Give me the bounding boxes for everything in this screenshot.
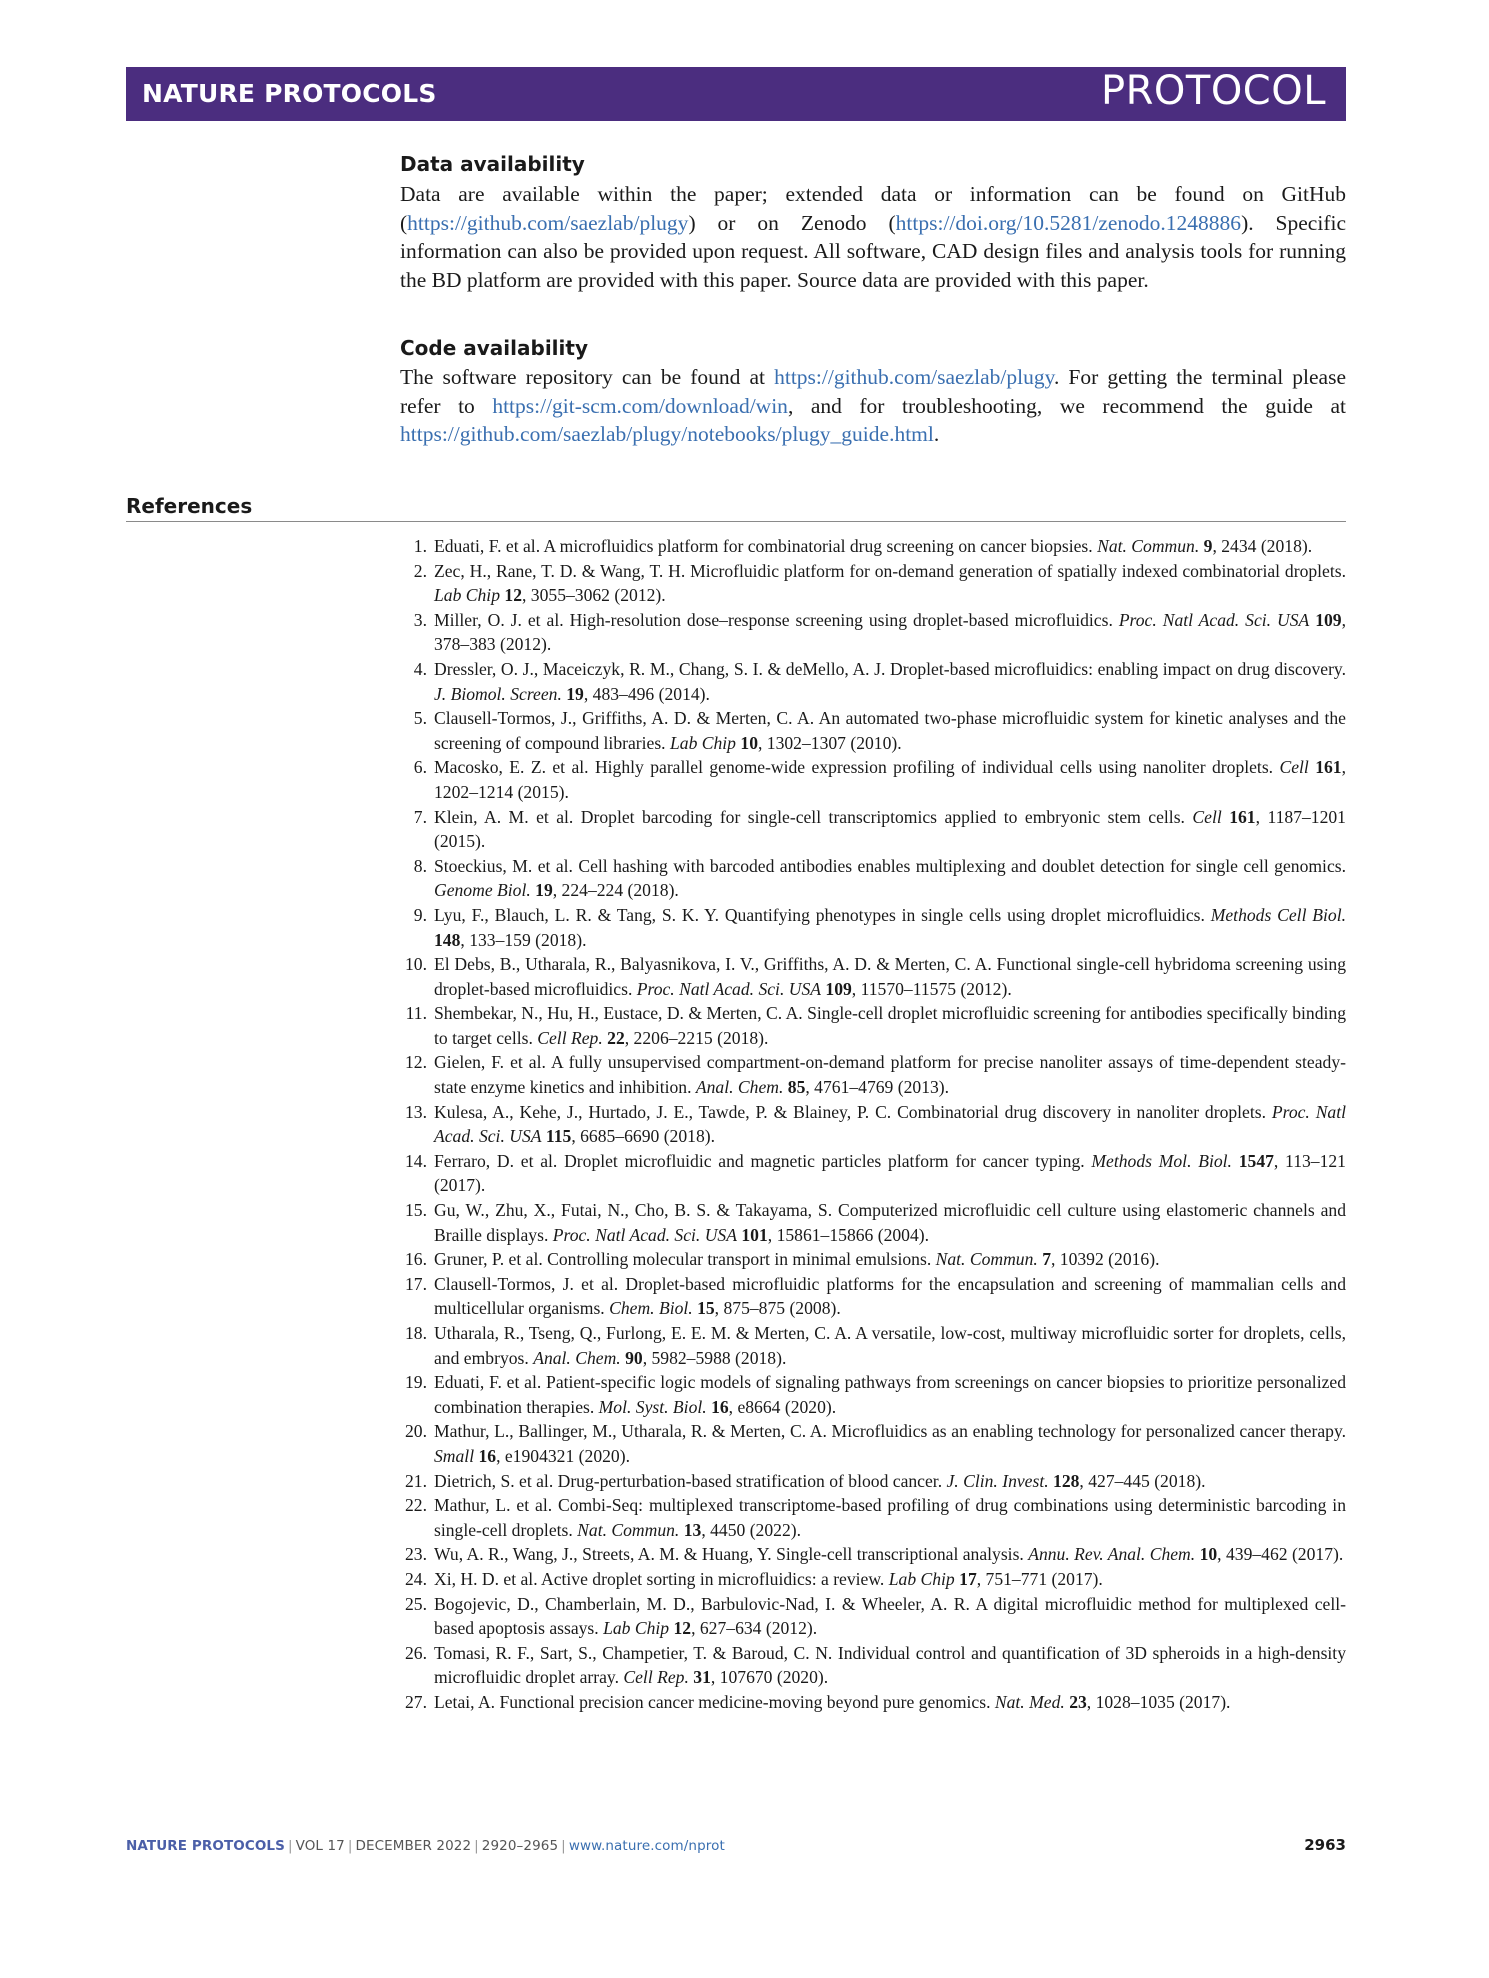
reference-pages: , 427–445 (2018). — [1079, 1470, 1206, 1491]
footer-date: DECEMBER 2022 — [355, 1838, 472, 1854]
reference-pages: , 3055–3062 (2012). — [522, 585, 666, 606]
reference-pages: , 1302–1307 (2010). — [757, 732, 902, 753]
reference-volume: 7 — [1042, 1249, 1051, 1270]
reference-text: Eduati, F. et al. A microfluidics platform for combinatorial drug screening on cancer biopsies. — [434, 536, 1098, 556]
reference-volume: 16 — [478, 1445, 497, 1466]
plugy-guide-link[interactable]: https://github.com/saezlab/plugy/notebooks/plugy_guide.html — [400, 422, 934, 447]
reference-pages: , 751–771 (2017). — [976, 1568, 1103, 1589]
reference-volume: 23 — [1069, 1691, 1087, 1712]
reference-number: 20. — [405, 1421, 427, 1442]
reference-pages: , 107670 (2020). — [710, 1667, 829, 1688]
reference-pages: , 10392 (2016). — [1050, 1249, 1160, 1270]
code-availability-heading: Code availability — [400, 336, 588, 360]
reference-volume: 19 — [535, 880, 553, 901]
reference-number: 27. — [405, 1691, 427, 1712]
reference-text: Gruner, P. et al. Controlling molecular transport in minimal emulsions. — [434, 1249, 936, 1270]
reference-text: Bogojevic, D., Chamberlain, M. D., Barbulovic-Nad, I. & Wheeler, A. R. A digital microfluidic method for multiplexed cell-based apoptosis assays. — [434, 1593, 1346, 1639]
reference-text: Clausell-Tormos, J., Griffiths, A. D. & Merten, C. A. An automated two-phase microfluidic system for kinetic analyses and the screening of compound libraries. — [434, 708, 1346, 753]
reference-pages: , e1904321 (2020). — [496, 1445, 630, 1466]
zenodo-link[interactable]: https://doi.org/10.5281/zenodo.1248886 — [895, 210, 1242, 235]
reference-pages: , 4450 (2022). — [701, 1519, 801, 1540]
reference-item — [400, 755, 1346, 804]
reference-pages: , 2434 (2018). — [1212, 536, 1313, 556]
reference-item — [400, 1198, 1346, 1247]
reference-number: 5. — [413, 708, 427, 729]
reference-volume: 10 — [740, 732, 758, 753]
reference-text: Macosko, E. Z. et al. Highly parallel genome-wide expression profiling of individual cells using nanoliter droplets. — [434, 757, 1280, 778]
reference-number: 13. — [405, 1101, 427, 1122]
reference-item — [400, 1001, 1346, 1050]
reference-journal: Nat. Med. — [994, 1691, 1065, 1712]
reference-number: 6. — [413, 757, 427, 778]
reference-journal: Lab Chip — [669, 732, 736, 753]
git-download-link[interactable]: https://git-scm.com/download/win — [492, 393, 788, 418]
reference-pages: , 6685–6690 (2018). — [571, 1126, 715, 1147]
footer-citation: NATURE PROTOCOLS | VOL 17 | DECEMBER 2022 | 2920–2965 | www.nature.com/nprot — [126, 1838, 725, 1854]
reference-journal: Annu. Rev. Anal. Chem. — [1028, 1544, 1196, 1565]
reference-text: Dressler, O. J., Maceiczyk, R. M., Chang, S. I. & deMello, A. J. Droplet-based microfluidics: enabling impact on drug discovery. — [434, 658, 1346, 679]
reference-text: Stoeckius, M. et al. Cell hashing with barcoded antibodies enables multiplexing and doublet detection for single cell genomics. — [434, 855, 1346, 876]
page-number: 2963 — [1304, 1836, 1346, 1854]
reference-text: Clausell-Tormos, J. et al. Droplet-based microfluidic platforms for the encapsulation and screening of mammalian cells and multicellular organisms. — [434, 1273, 1346, 1319]
footer-journal: NATURE PROTOCOLS — [126, 1838, 285, 1854]
reference-volume: 109 — [825, 978, 852, 999]
reference-text: Tomasi, R. F., Sart, S., Champetier, T. & Baroud, C. N. Individual control and quantification of 3D spheroids in a high-density microfluidic droplet array. — [434, 1642, 1346, 1688]
reference-volume: 31 — [693, 1667, 711, 1688]
reference-volume: 148 — [434, 929, 461, 950]
reference-number: 22. — [405, 1495, 427, 1516]
article-type: PROTOCOL — [1100, 68, 1326, 114]
reference-number: 26. — [405, 1642, 427, 1663]
reference-volume: 15 — [697, 1298, 715, 1319]
reference-volume: 115 — [545, 1126, 572, 1147]
reference-item — [400, 534, 1346, 559]
reference-space — [1232, 1151, 1239, 1171]
reference-pages: , 1028–1035 (2017). — [1086, 1691, 1231, 1712]
reference-journal: Proc. Natl Acad. Sci. USA — [552, 1224, 737, 1245]
reference-pages: , 2206–2215 (2018). — [624, 1027, 769, 1048]
reference-text: Wu, A. R., Wang, J., Streets, A. M. & Huang, Y. Single-cell transcriptional analysis. — [434, 1544, 1029, 1565]
reference-pages: , 4761–4769 (2013). — [805, 1077, 950, 1098]
reference-item — [400, 1050, 1346, 1099]
footer-volume: VOL 17 — [295, 1838, 345, 1854]
reference-number: 1. — [413, 536, 427, 556]
reference-pages: , 5982–5988 (2018). — [642, 1347, 787, 1368]
reference-number: 25. — [405, 1593, 427, 1614]
reference-item — [400, 1321, 1346, 1370]
reference-journal: Anal. Chem. — [695, 1077, 784, 1098]
reference-number: 7. — [413, 806, 427, 827]
reference-volume: 101 — [741, 1224, 768, 1245]
reference-item — [400, 1100, 1346, 1149]
reference-number: 3. — [413, 609, 427, 630]
reference-volume: 12 — [504, 585, 522, 606]
reference-item — [400, 1247, 1346, 1272]
reference-pages: , 15861–15866 (2004). — [767, 1224, 930, 1245]
reference-volume: 22 — [607, 1027, 625, 1048]
reference-list — [400, 534, 1346, 1715]
reference-text: Klein, A. M. et al. Droplet barcoding for single-cell transcriptomics applied to embryonic stem cells. — [434, 806, 1193, 827]
reference-text: Xi, H. D. et al. Active droplet sorting in microfluidics: a review. — [434, 1568, 889, 1589]
reference-item — [400, 1690, 1346, 1715]
reference-number: 14. — [405, 1150, 427, 1171]
reference-number: 23. — [405, 1544, 427, 1565]
reference-text: Zec, H., Rane, T. D. & Wang, T. H. Microfluidic platform for on-demand generation of spatially indexed combinatorial droplets. — [434, 560, 1346, 581]
reference-text: Gu, W., Zhu, X., Futai, N., Cho, B. S. & Takayama, S. Computerized microfluidic cell culture using elastomeric channels and Braille displays. — [434, 1200, 1346, 1245]
reference-volume: 109 — [1315, 609, 1342, 630]
reference-item — [400, 657, 1346, 706]
reference-volume: 161 — [1315, 757, 1342, 778]
reference-text: Mathur, L., Ballinger, M., Utharala, R. & Merten, C. A. Microfluidics as an enabling technology for personalized cancer therapy. — [434, 1421, 1346, 1442]
reference-pages: , 483–496 (2014). — [583, 683, 710, 704]
reference-item — [400, 608, 1346, 657]
reference-volume: 19 — [566, 683, 584, 704]
reference-text: Shembekar, N., Hu, H., Eustace, D. & Merten, C. A. Single-cell droplet microfluidic screening for antibodies specifically binding to target cells. — [434, 1003, 1346, 1048]
reference-number: 8. — [413, 855, 427, 876]
reference-item — [400, 706, 1346, 755]
reference-item — [400, 1370, 1346, 1419]
reference-journal: Methods Cell Biol. — [1210, 904, 1346, 925]
reference-number: 12. — [405, 1052, 427, 1073]
reference-volume: 90 — [625, 1347, 643, 1368]
reference-journal: Proc. Natl Acad. Sci. USA — [434, 1101, 1346, 1147]
reference-journal: Nat. Commun. — [935, 1249, 1038, 1270]
reference-item — [400, 559, 1346, 608]
reference-text: Eduati, F. et al. Patient-specific logic models of signaling pathways from screenings on cancer biopsies to prioritize personalized combination therapies. — [434, 1372, 1346, 1417]
reference-volume: 9 — [1203, 536, 1213, 556]
reference-text: Lyu, F., Blauch, L. R. & Tang, S. K. Y. Quantifying phenotypes in single cells using droplet microfluidics. — [434, 904, 1211, 925]
github-link[interactable]: https://github.com/saezlab/plugy — [407, 210, 689, 235]
reference-number: 24. — [405, 1568, 427, 1589]
reference-journal: J. Biomol. Screen. — [434, 683, 562, 704]
reference-journal: Nat. Commun. — [577, 1519, 680, 1540]
reference-journal: Nat. Commun. — [1097, 536, 1200, 556]
reference-item — [400, 1641, 1346, 1690]
reference-item — [400, 1493, 1346, 1542]
reference-item — [400, 1469, 1346, 1494]
reference-pages: , 224–224 (2018). — [552, 880, 679, 901]
reference-text: Gielen, F. et al. A fully unsupervised compartment-on-demand platform for precise nanoliter assays of time-dependent steady-state enzyme kinetics and inhibition. — [434, 1052, 1346, 1098]
reference-volume: 1547 — [1238, 1150, 1274, 1171]
reference-pages: , 133–159 (2018). — [460, 929, 587, 950]
reference-number: 19. — [405, 1372, 427, 1393]
reference-volume: 13 — [683, 1519, 702, 1540]
reference-journal: Lab Chip — [603, 1618, 670, 1639]
data-availability-heading: Data availability — [400, 152, 585, 176]
reference-journal: Lab Chip — [888, 1568, 955, 1589]
reference-journal: Proc. Natl Acad. Sci. USA — [1118, 609, 1310, 630]
reference-item — [400, 952, 1346, 1001]
reference-number: 18. — [405, 1323, 427, 1343]
reference-item — [400, 854, 1346, 903]
reference-number: 15. — [405, 1200, 427, 1221]
reference-journal: Cell Rep. — [623, 1667, 689, 1688]
reference-pages: , 875–875 (2008). — [714, 1298, 841, 1319]
references-divider — [126, 521, 1346, 522]
reference-text: Mathur, L. et al. Combi-Seq: multiplexed transcriptome-based profiling of drug combinations using deterministic barcoding in single-cell droplets. — [434, 1495, 1346, 1540]
reference-text: Ferraro, D. et al. Droplet microfluidic and magnetic particles platform for cancer typing. — [434, 1150, 1092, 1171]
reference-number: 2. — [413, 560, 427, 581]
reference-text: Letai, A. Functional precision cancer medicine-moving beyond pure genomics. — [434, 1691, 995, 1712]
reference-number: 17. — [405, 1273, 427, 1294]
reference-journal: Mol. Syst. Biol. — [598, 1396, 707, 1417]
reference-number: 9. — [413, 904, 427, 925]
reference-journal: Cell — [1192, 806, 1222, 827]
reference-text: Kulesa, A., Kehe, J., Hurtado, J. E., Tawde, P. & Blainey, P. C. Combinatorial drug discovery in nanoliter droplets. — [434, 1101, 1272, 1122]
reference-volume: 128 — [1053, 1470, 1080, 1491]
reference-text: El Debs, B., Utharala, R., Balyasnikova, I. V., Griffiths, A. D. & Merten, C. A. Functional single-cell hybridoma screening using droplet-based microfluidics. — [434, 954, 1346, 999]
reference-item — [400, 805, 1346, 854]
reference-number: 10. — [405, 954, 427, 975]
reference-text: Dietrich, S. et al. Drug-perturbation-based stratification of blood cancer. — [434, 1470, 947, 1491]
reference-pages: , 439–462 (2017). — [1217, 1544, 1344, 1565]
reference-text: Miller, O. J. et al. High-resolution dose–response screening using droplet-based microfluidics. — [434, 609, 1119, 630]
reference-journal: Anal. Chem. — [533, 1347, 621, 1368]
reference-number: 11. — [405, 1003, 427, 1024]
journal-name: NATURE PROTOCOLS — [142, 79, 437, 108]
reference-journal: Proc. Natl Acad. Sci. USA — [636, 978, 821, 999]
reference-item — [400, 1542, 1346, 1567]
reference-volume: 16 — [711, 1396, 729, 1417]
plugy-repo-link[interactable]: https://github.com/saezlab/plugy — [774, 365, 1054, 389]
reference-volume: 12 — [673, 1618, 692, 1639]
reference-journal: Methods Mol. Biol. — [1091, 1150, 1232, 1171]
reference-pages: , 1202–1214 (2015). — [434, 757, 1346, 802]
code-availability-text: The software repository can be found at https://github.com/saezlab/plugy. For getting the terminal please refer to https://git-scm.com/download/win, and for troubleshooting, we recommend the guide at https://github.com/saezlab/plugy/notebooks/plugy_guide.html. — [400, 365, 1346, 447]
reference-text: Utharala, R., Tseng, Q., Furlong, E. E. M. & Merten, C. A. A versatile, low-cost, multiway microfluidic sorter for droplets, cells, and embryos. — [434, 1323, 1346, 1368]
reference-journal: Lab Chip — [434, 585, 500, 606]
reference-item — [400, 903, 1346, 952]
footer-website-link[interactable]: www.nature.com/nprot — [568, 1838, 725, 1854]
footer-pages: 2920–2965 — [481, 1838, 559, 1854]
reference-volume: 10 — [1199, 1544, 1218, 1565]
reference-pages: , 11570–11575 (2012). — [851, 978, 1012, 999]
reference-journal: Chem. Biol. — [609, 1298, 693, 1319]
reference-pages: , e8664 (2020). — [728, 1396, 837, 1417]
reference-journal: J. Clin. Invest. — [946, 1470, 1049, 1491]
reference-number: 21. — [405, 1470, 427, 1491]
reference-item — [400, 1419, 1346, 1468]
data-availability-text: Data are available within the paper; extended data or information can be found on GitHub (https://github.com/saezlab/plugy) or on Zenodo (https://doi.org/10.5281/zenodo.1248886). Specific information can also be provided upon request. All software, CAD design files and analysis tools for running the BD platform are provided with this paper. Source data are provided with this paper. — [400, 182, 1346, 292]
reference-number: 4. — [413, 658, 427, 679]
reference-item — [400, 1149, 1346, 1198]
reference-journal: Small — [434, 1445, 475, 1466]
reference-journal: Cell — [1279, 757, 1309, 778]
reference-journal: Cell Rep. — [537, 1027, 603, 1048]
reference-pages: , 113–121 (2017). — [434, 1150, 1346, 1196]
reference-journal: Genome Biol. — [434, 880, 531, 901]
reference-pages: , 627–634 (2012). — [691, 1618, 818, 1639]
header-bar — [126, 67, 1346, 121]
reference-number: 16. — [405, 1249, 427, 1270]
reference-pages: , 378–383 (2012). — [434, 609, 1346, 655]
references-heading: References — [126, 494, 253, 518]
reference-item — [400, 1272, 1346, 1321]
reference-item — [400, 1567, 1346, 1592]
reference-volume: 161 — [1229, 806, 1256, 827]
reference-volume: 85 — [787, 1077, 806, 1098]
reference-item — [400, 1592, 1346, 1641]
reference-volume: 17 — [959, 1568, 977, 1589]
reference-pages: , 1187–1201 (2015). — [434, 806, 1346, 852]
